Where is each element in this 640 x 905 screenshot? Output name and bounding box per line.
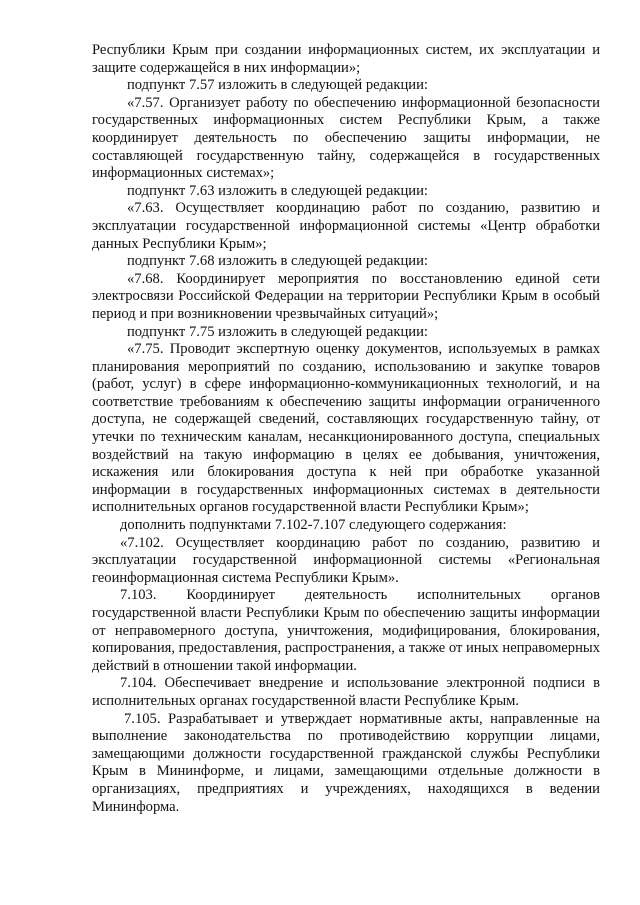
paragraph-additions-intro: дополнить подпунктами 7.102-7.107 следующего содержания: (120, 517, 507, 534)
paragraph-subitem-7-75-intro: подпункт 7.75 изложить в следующей редакции: (127, 323, 428, 340)
paragraph-subitem-7-57-intro: подпункт 7.57 изложить в следующей редакции: (127, 77, 428, 94)
paragraph-subitem-7-104: 7.104. Обеспечивает внедрение и использование электронной подписи в исполнительных органах государственной власти Республике Крым. (92, 675, 600, 709)
paragraph-subitem-7-68-intro: подпункт 7.68 изложить в следующей редакции: (127, 253, 428, 270)
paragraph-subitem-7-63-intro: подпункт 7.63 изложить в следующей редакции: (127, 182, 428, 199)
paragraph-subitem-7-75: «7.75. Проводит экспертную оценку документов, используемых в рамках планирования мероприятий по созданию, использованию и закупке товаров (работ, услуг) в сфере информационно-коммуникационных технологий, и на соответствие требованиям к обеспечению защиты информации ограниченного доступа, не содержащей сведений, составляющих государственную тайну, от утечки по техническим каналам, несанкционированного доступа, специальных воздействий на такую информацию в целях ее добывания, уничтожения, искажения или блокирования доступа к ней при обработке указанной информации в государственных информационных системах в деятельности исполнительных органов государственной власти Республики Крым»; (92, 341, 600, 516)
paragraph-subitem-7-105: 7.105. Разрабатывает и утверждает нормативные акты, направленные на выполнение законодательства по противодействию коррупции лицами, замещающими должности государственной гражданской службы Республики Крым в Мининформе, и лицами, замещающими отдельные должности в организациях, предприятиях и учреждениях, находящихся в ведении Мининформа. (92, 710, 600, 815)
paragraph-subitem-7-68: «7.68. Координирует мероприятия по восстановлению единой сети электросвязи Российской Федерации на территории Республики Крым в особый период и при возникновении чрезвычайных ситуаций»; (92, 270, 600, 322)
paragraph-continuation: Республики Крым при создании информационных систем, их эксплуатации и защите содержащейся в них информации»; (92, 42, 600, 76)
paragraph-subitem-7-103: 7.103. Координирует деятельность исполнительных органов государственной власти Республики Крым по обеспечению защиты информации от неправомерного доступа, уничтожения, модифицирования, блокирования, копирования, предоставления, распространения, а также от иных неправомерных действий в отношении такой информации. (92, 587, 600, 674)
paragraph-subitem-7-63: «7.63. Осуществляет координацию работ по созданию, развитию и эксплуатации государственной информационной системы «Центр обработки данных Республики Крым»; (92, 200, 600, 252)
paragraph-subitem-7-102: «7.102. Осуществляет координацию работ по созданию, развитию и эксплуатации государственной информационной системы «Региональная геоинформационная система Республики Крым». (92, 534, 600, 586)
paragraph-subitem-7-57: «7.57. Организует работу по обеспечению информационной безопасности государственных информационных систем Республики Крым, а также координирует деятельность по обеспечению защиты информации, не составляющей государственную тайну, содержащейся в государственных информационных системах»; (92, 94, 600, 182)
document-body (92, 42, 600, 816)
